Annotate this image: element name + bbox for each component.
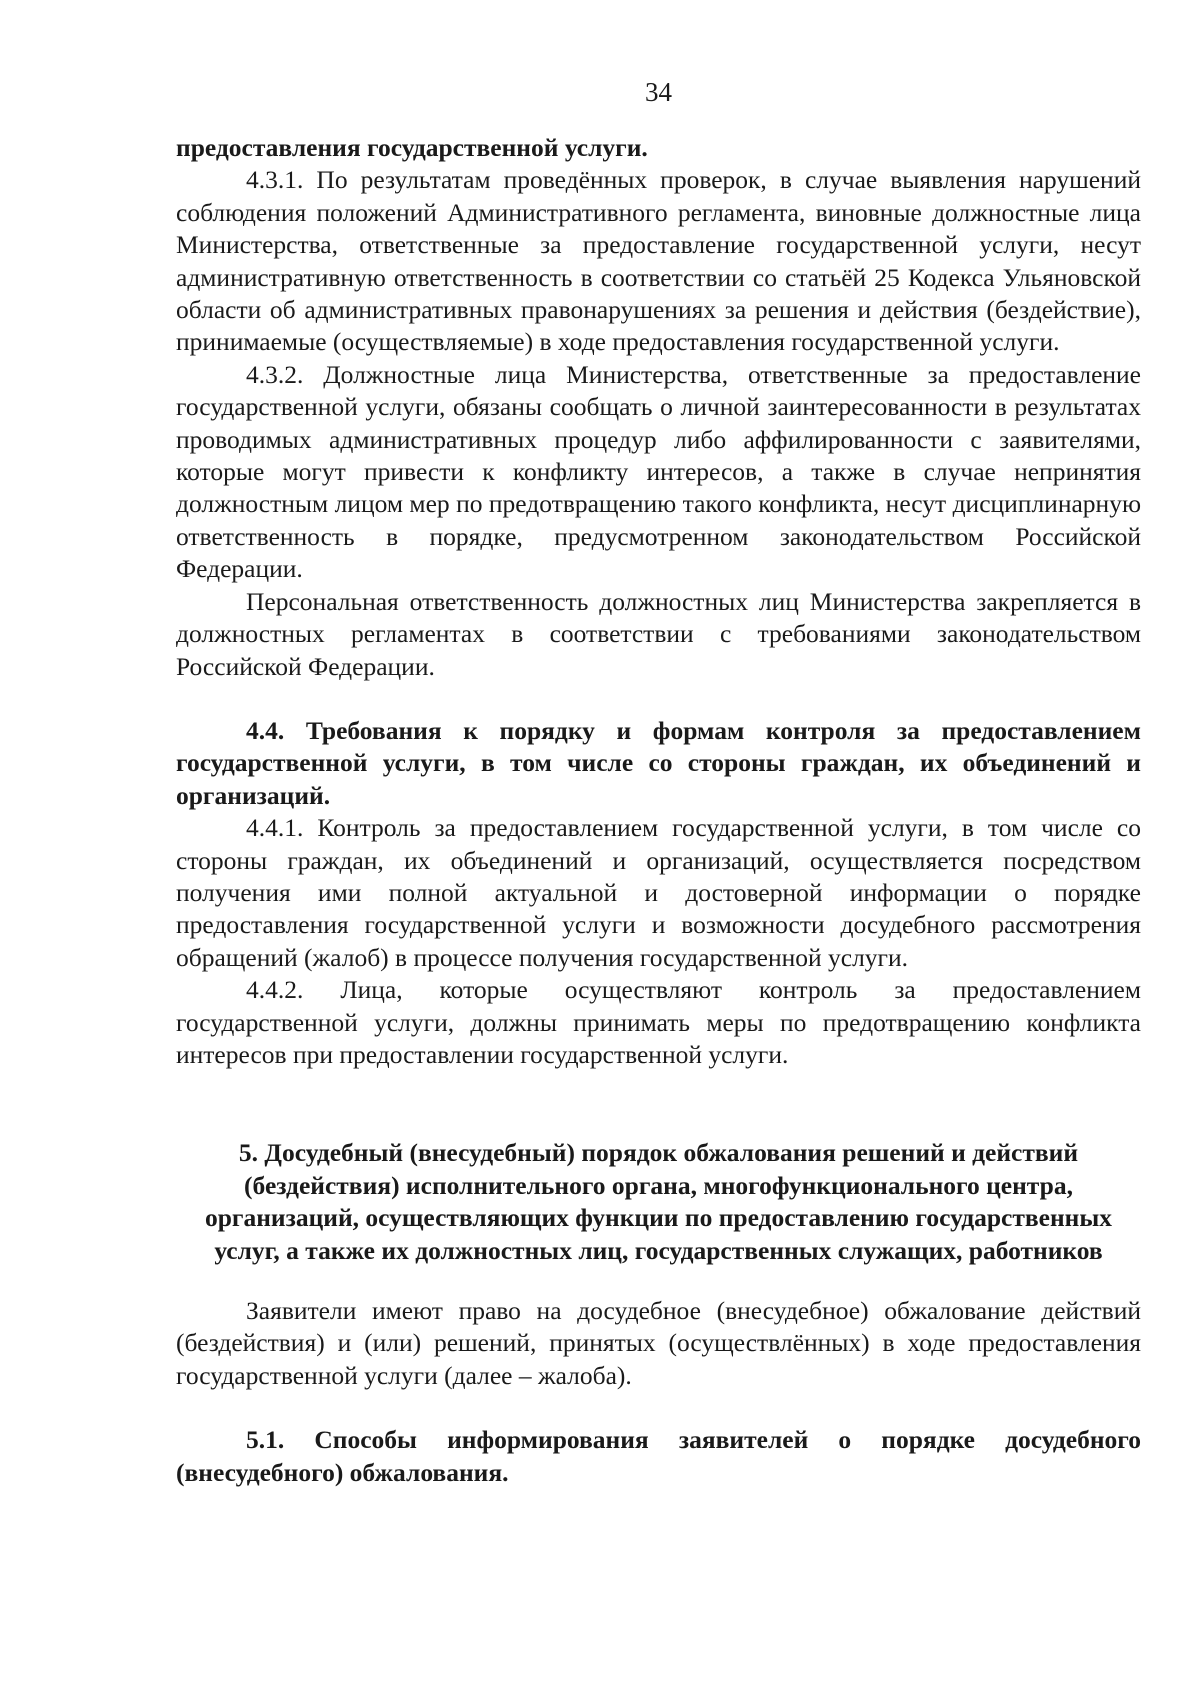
spacer [176,1267,1141,1295]
section-heading-5-1: 5.1. Способы информирования заявителей о порядке досудебного (внесудебного) обжалования. [176,1425,1141,1487]
chapter-heading-5: 5. Досудебный (внесудебный) порядок обжалования решений и действий (бездействия) исполнительного органа, многофункционального центра, организаций, осуществляющих функции по предоставлению государственных услуг, а также их должностных лиц, государственных служащих, работников [204,1138,1113,1265]
spacer [176,1071,1141,1137]
paragraph-personal-responsibility: Персональная ответственность должностных лиц Министерства закрепляется в должностных регламентах в соответствии с требованиями законодательством Российской Федерации. [176,586,1141,681]
document-body [176,132,1141,1489]
paragraph-4-3-1: 4.3.1. По результатам проведённых проверок, в случае выявления нарушений соблюдения положений Административного регламента, виновные должностные лица Министерства, ответственные за предоставление государственной услуги, несут административную ответственность в соответствии со статьёй 25 Кодекса Ульяновской области об административных правонарушениях за решения и действия (бездействие), принимаемые (осуществляемые) в ходе предоставления государственной услуги. [176,165,1141,357]
paragraph-4-4-1: 4.4.1. Контроль за предоставлением государственной услуги, в том числе со стороны граждан, их объединений и организаций, осуществляется посредством получения ими полной актуальной и достоверной информации о порядке предоставления государственной услуги и возможности досудебного рассмотрения обращений (жалоб) в процессе получения государственной услуги. [176,813,1141,972]
section-heading-4-4: 4.4. Требования к порядку и формам контроля за предоставлением государственной услуги, в том числе со стороны граждан, их объединений и организаций. [176,715,1141,810]
paragraph-4-4-2: 4.4.2. Лица, которые осуществляют контроль за предоставлением государственной услуги, должны принимать меры по предотвращению конфликта интересов при предоставлении государственной услуги. [176,975,1141,1069]
paragraph-continuation: предоставления государственной услуги. [176,133,648,162]
spacer [176,1392,1141,1424]
spacer [176,683,1141,715]
paragraph-appeal-right: Заявители имеют право на досудебное (внесудебное) обжалование действий (бездействия) и (или) решений, принятых (осуществлённых) в ходе предоставления государственной услуги (далее – жалоба). [176,1296,1141,1390]
paragraph-4-3-2: 4.3.2. Должностные лица Министерства, ответственные за предоставление государственной услуги, обязаны сообщать о личной заинтересованности в результатах проводимых административных процедур либо аффилированности с заявителями, которые могут привести к конфликту интересов, а также в случае непринятия должностным лицом мер по предотвращению такого конфликта, несут дисциплинарную ответственность в порядке, предусмотренном законодательством Российской Федерации. [176,359,1141,584]
page-number: 34 [645,77,672,107]
